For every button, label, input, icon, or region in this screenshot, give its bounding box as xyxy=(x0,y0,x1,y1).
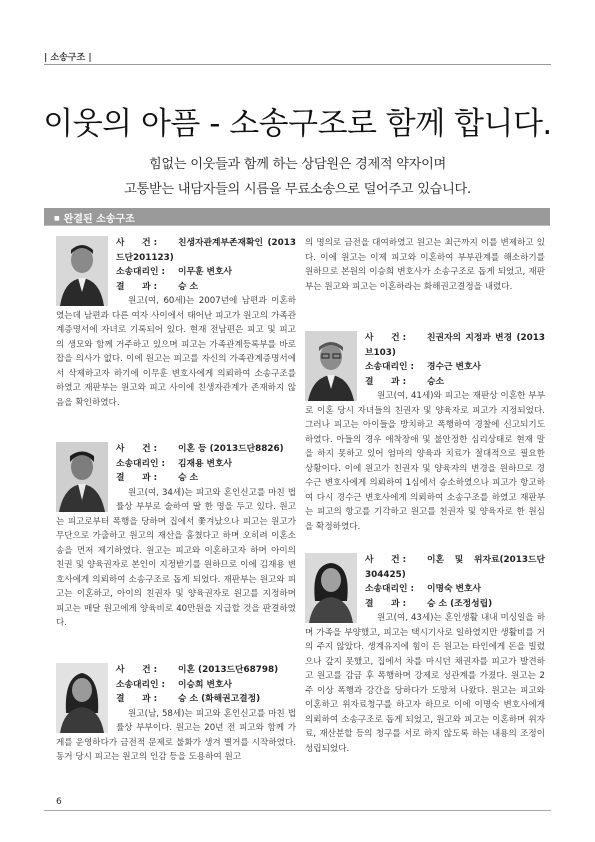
header-divider xyxy=(44,64,551,65)
case-label: 사 건 : xyxy=(365,555,407,565)
agent-name: 경수근 변호사 xyxy=(427,362,482,372)
agent-name: 김재용 변호사 xyxy=(178,458,233,469)
footer-divider xyxy=(44,810,551,811)
section-label: ■ 완결된 소송구조 xyxy=(54,210,135,225)
result-label: 결 과 : xyxy=(365,598,407,609)
result-value: 승 소 xyxy=(178,281,199,292)
case-body: 원고(여, 34세)는 피고와 혼인신고를 마친 법률상 부부로 술하여 딸 한 명을 두고 있다. 원고는 피고로부터 폭행을 당하며 집에서 쫓겨났으나 피고는 원고가 무단으로 가출하고 원고의 재산을 훔쳤다고 하며 오히려 이혼소송을 먼저 제기하였다. 원고는 피고와 이혼하고자 하며 아이의 친권 및 양육권자로 본인이 지정받기를 원하므로 이에 김재용 변호사에게 의뢰하여 소송구조로 돕게 되었다. 재판부는 원고와 피고는 이혼하고, 아이의 친권자 및 양육권자로 원고를 지정하며 피고는 매달 원고에게 양육비로 40만원을 지급할 것을 판결하였다. xyxy=(56,487,296,628)
result-value: 승 소 xyxy=(178,473,199,483)
section-tag: | 소송구조 | xyxy=(44,53,92,63)
result-value: 승 소 (조정성립) xyxy=(427,598,493,609)
case-entry-2 xyxy=(56,442,296,631)
agent-label: 소송대리인 : xyxy=(116,267,166,277)
case-label: 사 건 : xyxy=(116,665,158,675)
result-label: 결 과 : xyxy=(116,473,158,483)
case-body: 원고(여, 43세)는 혼인생활 내내 미싱일을 하며 가족을 부양했고, 피고는 택시기사로 일하였지만 생활비를 거의 주지 않았다. 생계유지에 힘이 든 원고는 타인에게 돈을 빌렸으나 갚지 못했고, 집에서 차를 마시던 채권자를 피고가 발견하고 원고를 감금 후 폭행하며 강제로 성관계를 가졌다. 원고는 2주 이상 폭행과 강간을 당하다가 도망쳐 나왔다. 원고는 피고와 이혼하고 위자료청구를 하고자 하므로 이에 이명숙 변호사에게 의뢰하여 소송구조로 돕게 되었고, 원고와 피고는 이혼하며 위자료, 재산분할 등의 청구를 서로 하지 않도록 하는 내용의 조정이 성립되었다. xyxy=(305,613,545,754)
result-label: 결 과 : xyxy=(365,376,407,387)
case-body: 원고(여, 60세)는 2007년에 남편과 이혼하였는데 남편과 다른 여자 사이에서 태어난 피고가 원고의 가족관계증명서에 자녀로 기록되어 있다. 현재 전남편은 피고 및 피고의 생모와 함께 거주하고 있으며 피고는 가족관계등록부를 바로잡을 의사가 없다. 이에 원고는 피고를 자신의 가족관계증명서에서 삭제하고자 하기에 이무훈 변호사에게 의뢰하여 소송구조를 하였고 재판부는 원고와 피고 사이에 친생자관계가 존재하지 않음을 확인하였다. xyxy=(56,296,296,408)
agent-label: 소송대리인 : xyxy=(365,584,415,594)
case-body: 원고(여, 41세)와 피고는 재판상 이혼한 부부로 이혼 당시 자녀들의 친권자 및 양육자로 피고가 지정되었다. 그러나 피고는 아이들을 방치하고 폭행하여 경찰에 신고되기도 하였다. 아들의 경우 애착장애 및 불안정한 심리상태로 현재 말을 하지 못하고 있어 엄마의 양육과 치료가 절대적으로 필요한 상황이다. 이에 원고가 친권자 및 양육자의 변경을 원하므로 경수근 변호사에게 의뢰하여 1심에서 승소하였으나 피고가 항고하여 다시 경수근 변호사에게 의뢰하여 소송구조를 하였고 재판부는 피고의 항고를 기각하고 원고를 친권자 및 양육자로 한 원심을 확정하였다. xyxy=(305,391,545,532)
agent-name: 이무훈 변호사 xyxy=(178,267,233,277)
agent-name: 이명숙 변호사 xyxy=(427,584,482,594)
case-entry-3-continued xyxy=(305,236,545,294)
subtitle-line-2: 고통받는 내담자들의 시름을 무료소송으로 덜어주고 있습니다. xyxy=(124,182,471,197)
case-label: 사 건 : xyxy=(116,444,158,454)
case-body: 원고(남, 58세)는 피고와 혼인신고를 마친 법률상 부부이다. 원고는 20년 전 피고와 함께 가게를 운영하다가 금전적 문제로 불화가 생겨 별거를 시작하였다. 동거 당시 피고는 원고의 인감 등을 도용하여 원고 xyxy=(56,708,296,762)
lawyer-photo xyxy=(56,236,108,306)
lawyer-photo xyxy=(305,331,357,401)
agent-label: 소송대리인 : xyxy=(116,458,166,469)
result-value: 승소 xyxy=(427,376,444,387)
case-entry-4 xyxy=(305,331,545,534)
page-number: 6 xyxy=(56,797,62,807)
case-name: 친생자관계부존재확인 (2013드단201123) xyxy=(116,238,296,263)
agent-name: 이승희 변호사 xyxy=(178,679,233,690)
lawyer-photo xyxy=(305,553,357,623)
case-entry-5 xyxy=(305,553,545,756)
case-body: 의 명의로 금전을 대여하였고 원고는 최근까지 이를 변제하고 있다. 이에 원고는 이제 피고와 이혼하여 부부관계를 해소하기를 원하므로 본원의 이승희 변호사가 소송구조로 돕게 되었고, 재판부는 원고와 피고는 이혼하라는 화해권고결정을 내렸다. xyxy=(305,238,545,292)
result-label: 결 과 : xyxy=(116,694,158,704)
case-entry-1 xyxy=(56,236,296,410)
case-name: 이혼 및 위자료(2013드단304425) xyxy=(365,555,545,580)
lawyer-photo xyxy=(56,442,108,512)
agent-label: 소송대리인 : xyxy=(365,362,415,372)
case-label: 사 건 : xyxy=(365,333,407,343)
case-entry-3 xyxy=(56,663,296,765)
lawyer-photo xyxy=(56,663,108,733)
case-name: 친권자의 지정과 변경 (2013브103) xyxy=(365,333,545,358)
case-label: 사 건 : xyxy=(116,238,158,248)
section-header xyxy=(44,208,550,226)
result-value: 승 소 (화해권고결정) xyxy=(178,694,261,704)
case-name: 이혼 등 (2013드단8826) xyxy=(178,444,284,454)
subtitle-line-1: 힘없는 이웃들과 함께 하는 상담원은 경제적 약자이며 xyxy=(148,157,446,172)
result-label: 결 과 : xyxy=(116,281,158,292)
agent-label: 소송대리인 : xyxy=(116,679,166,690)
case-name: 이혼 (2013드단68798) xyxy=(178,665,279,675)
page-title: 이웃의 아픔 - 소송구조로 함께 합니다. xyxy=(43,106,552,142)
